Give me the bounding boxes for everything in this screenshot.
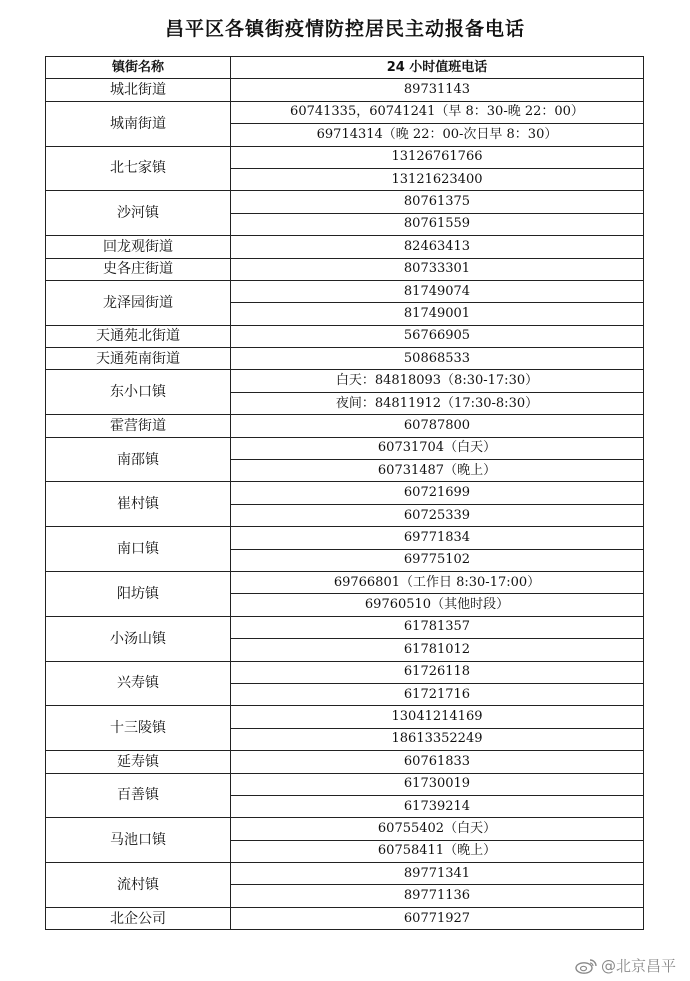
table-row xyxy=(46,863,644,885)
town-name: 百善镇 xyxy=(46,773,231,818)
phone-number: 80733301 xyxy=(231,258,644,280)
table-row xyxy=(46,191,644,213)
phone-number: 69760510（其他时段） xyxy=(231,594,644,616)
phone-number: 60731704（白天） xyxy=(231,437,644,459)
town-name: 十三陵镇 xyxy=(46,706,231,751)
table-row xyxy=(46,146,644,168)
phone-number: 61781357 xyxy=(231,616,644,638)
table-row xyxy=(46,751,644,773)
phone-number: 69775102 xyxy=(231,549,644,571)
phone-number: 60721699 xyxy=(231,482,644,504)
table-row xyxy=(46,370,644,392)
phone-number: 69771834 xyxy=(231,527,644,549)
town-name: 南邵镇 xyxy=(46,437,231,482)
phone-number: 13121623400 xyxy=(231,168,644,190)
town-name: 南口镇 xyxy=(46,527,231,572)
table-row xyxy=(46,348,644,370)
town-name: 延寿镇 xyxy=(46,751,231,773)
contact-table xyxy=(45,56,644,930)
phone-number: 80761375 xyxy=(231,191,644,213)
phone-number: 61726118 xyxy=(231,661,644,683)
table-row xyxy=(46,616,644,638)
header-town-name: 镇街名称 xyxy=(46,57,231,79)
town-name: 沙河镇 xyxy=(46,191,231,236)
table-row xyxy=(46,415,644,437)
phone-number: 89771136 xyxy=(231,885,644,907)
town-name: 城北街道 xyxy=(46,79,231,101)
phone-number: 60755402（白天） xyxy=(231,818,644,840)
phone-number: 81749074 xyxy=(231,280,644,302)
phone-number: 69766801（工作日 8:30-17:00） xyxy=(231,571,644,593)
town-name: 阳坊镇 xyxy=(46,571,231,616)
phone-number: 18613352249 xyxy=(231,728,644,750)
town-name: 天通苑南街道 xyxy=(46,348,231,370)
town-name: 兴寿镇 xyxy=(46,661,231,706)
phone-number: 61730019 xyxy=(231,773,644,795)
town-name: 东小口镇 xyxy=(46,370,231,415)
town-name: 北企公司 xyxy=(46,907,231,929)
town-name: 回龙观街道 xyxy=(46,236,231,258)
phone-number: 80761559 xyxy=(231,213,644,235)
town-name: 小汤山镇 xyxy=(46,616,231,661)
table-row xyxy=(46,706,644,728)
phone-number: 60771927 xyxy=(231,907,644,929)
town-name: 城南街道 xyxy=(46,101,231,146)
phone-number: 13041214169 xyxy=(231,706,644,728)
phone-number: 61721716 xyxy=(231,683,644,705)
town-name: 北七家镇 xyxy=(46,146,231,191)
phone-number: 89771341 xyxy=(231,863,644,885)
table-row xyxy=(46,773,644,795)
phone-number: 60758411（晚上） xyxy=(231,840,644,862)
phone-number: 13126761766 xyxy=(231,146,644,168)
weibo-logo-icon xyxy=(575,958,597,974)
table-row xyxy=(46,79,644,101)
phone-number: 50868533 xyxy=(231,348,644,370)
table-row xyxy=(46,280,644,302)
phone-number: 60725339 xyxy=(231,504,644,526)
table-row xyxy=(46,818,644,840)
page-title: 昌平区各镇街疫情防控居民主动报备电话 xyxy=(164,18,525,40)
table-header-row xyxy=(46,57,644,79)
header-phone: 24 小时值班电话 xyxy=(231,57,644,79)
phone-number: 89731143 xyxy=(231,79,644,101)
phone-number: 56766905 xyxy=(231,325,644,347)
table-row xyxy=(46,236,644,258)
phone-number: 82463413 xyxy=(231,236,644,258)
table-row xyxy=(46,437,644,459)
phone-number: 60761833 xyxy=(231,751,644,773)
table-row xyxy=(46,661,644,683)
town-name: 崔村镇 xyxy=(46,482,231,527)
table-row xyxy=(46,258,644,280)
town-name: 霍营街道 xyxy=(46,415,231,437)
town-name: 流村镇 xyxy=(46,863,231,908)
phone-number: 白天：84818093（8:30-17:30） xyxy=(231,370,644,392)
town-name: 龙泽园街道 xyxy=(46,280,231,325)
phone-number: 61739214 xyxy=(231,795,644,817)
town-name: 史各庄街道 xyxy=(46,258,231,280)
table-row xyxy=(46,571,644,593)
table-row xyxy=(46,482,644,504)
watermark xyxy=(575,955,676,976)
phone-number: 61781012 xyxy=(231,639,644,661)
town-name: 马池口镇 xyxy=(46,818,231,863)
watermark-text: @北京昌平 xyxy=(600,957,676,975)
phone-number: 60741335，60741241（早 8：30-晚 22：00） xyxy=(231,101,644,123)
phone-number: 81749001 xyxy=(231,303,644,325)
phone-number: 60787800 xyxy=(231,415,644,437)
table-row xyxy=(46,101,644,123)
table-row xyxy=(46,907,644,929)
table-row xyxy=(46,527,644,549)
phone-number: 夜间：84811912（17:30-8:30） xyxy=(231,392,644,414)
phone-number: 69714314（晚 22：00-次日早 8：30） xyxy=(231,124,644,146)
town-name: 天通苑北街道 xyxy=(46,325,231,347)
phone-number: 60731487（晚上） xyxy=(231,460,644,482)
table-row xyxy=(46,325,644,347)
